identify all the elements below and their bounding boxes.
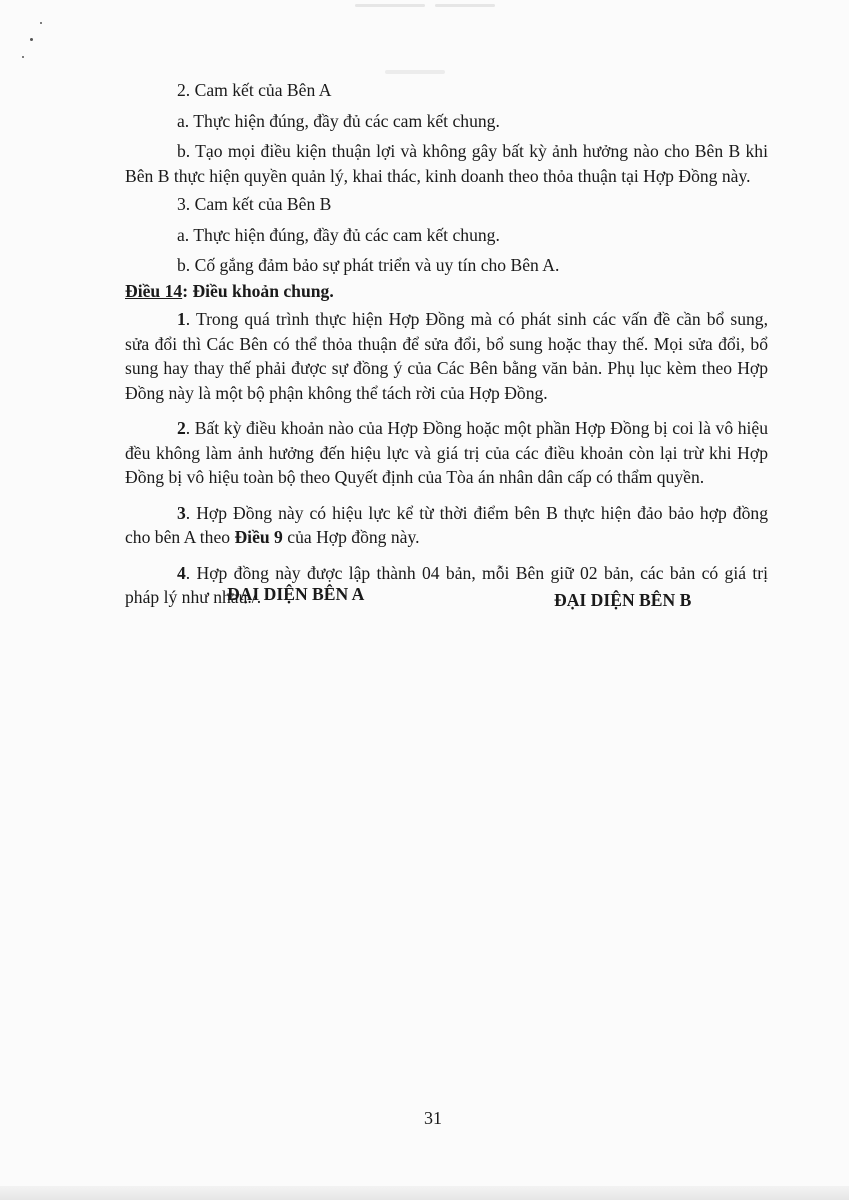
clause-text: . Hợp Đồng này có hiệu lực kể từ thời điểm bên B thực hiện đảo bảo hợp đồng cho bên A theo bbox=[125, 502, 768, 547]
scan-artifact bbox=[435, 4, 495, 7]
article-title: : Điều khoản chung. bbox=[182, 280, 334, 301]
list-item: a. Thực hiện đúng, đầy đủ các cam kết chung. bbox=[177, 110, 500, 131]
list-item: a. Thực hiện đúng, đầy đủ các cam kết chung. bbox=[177, 224, 500, 245]
article-label: Điều 14 bbox=[125, 280, 183, 301]
page-number: 31 bbox=[424, 1108, 442, 1128]
clause-number: 4 bbox=[177, 562, 186, 583]
scan-dot bbox=[30, 38, 33, 41]
clause-reference: Điều 9 bbox=[234, 527, 283, 547]
scan-dot bbox=[22, 56, 24, 58]
clause-text: . Trong quá trình thực hiện Hợp Đồng mà có phát sinh các vấn đề cần bổ sung, sửa đổi thì Các Bên có thể thỏa thuận để sửa đổi, bổ sung hoặc thay thế. Mọi sửa đổi, bổ sung hay thay thế phải được sự đồng ý của Các Bên bằng văn bản. Phụ lục kèm theo Hợp Đồng này là một bộ phận không thể tách rời của Hợp Đồng. bbox=[125, 309, 768, 403]
article-heading bbox=[125, 279, 768, 304]
signature-label-party-a: ĐẠI DIỆN BÊN A bbox=[227, 584, 365, 604]
clause-number: 3 bbox=[177, 502, 186, 523]
clause-number: 2 bbox=[177, 418, 186, 438]
signature-label-party-b: ĐẠI DIỆN BÊN B bbox=[554, 590, 692, 610]
clause-text: . Bất kỳ điều khoản nào của Hợp Đồng hoặc một phần Hợp Đồng bị coi là vô hiệu đều không làm ảnh hưởng đến hiệu lực và giá trị của các điều khoản còn lại trừ khi Hợp Đồng bị vô hiệu toàn bộ theo Quyết định của Tòa án nhân dân cấp có thẩm quyền. bbox=[125, 418, 768, 487]
clause-3 bbox=[125, 501, 768, 550]
scan-dot bbox=[40, 22, 42, 24]
clause-1 bbox=[125, 307, 768, 405]
scan-bottom-edge bbox=[0, 1186, 849, 1200]
clause-text: . Hợp đồng này được lập thành 04 bản, mỗi Bên giữ 02 bản, các bản có giá trị pháp lý như nhau./. bbox=[125, 562, 768, 607]
clause-number: 1 bbox=[177, 309, 186, 329]
clause-text: của Hợp đồng này. bbox=[282, 527, 420, 547]
clause-2 bbox=[125, 416, 768, 490]
document-body bbox=[125, 78, 768, 610]
list-item: b. Tạo mọi điều kiện thuận lợi và không gây bất kỳ ảnh hưởng nào cho Bên B khi Bên B thực hiện quyền quản lý, khai thác, kinh doanh theo thỏa thuận tại Hợp Đồng này. bbox=[125, 141, 768, 186]
scan-artifact bbox=[355, 4, 425, 7]
section-heading-party-a: 2. Cam kết của Bên A bbox=[177, 80, 332, 100]
list-item: b. Cố gắng đảm bảo sự phát triển và uy tín cho Bên A. bbox=[177, 255, 560, 275]
scan-artifact bbox=[385, 70, 445, 74]
section-heading-party-b: 3. Cam kết của Bên B bbox=[177, 194, 332, 214]
